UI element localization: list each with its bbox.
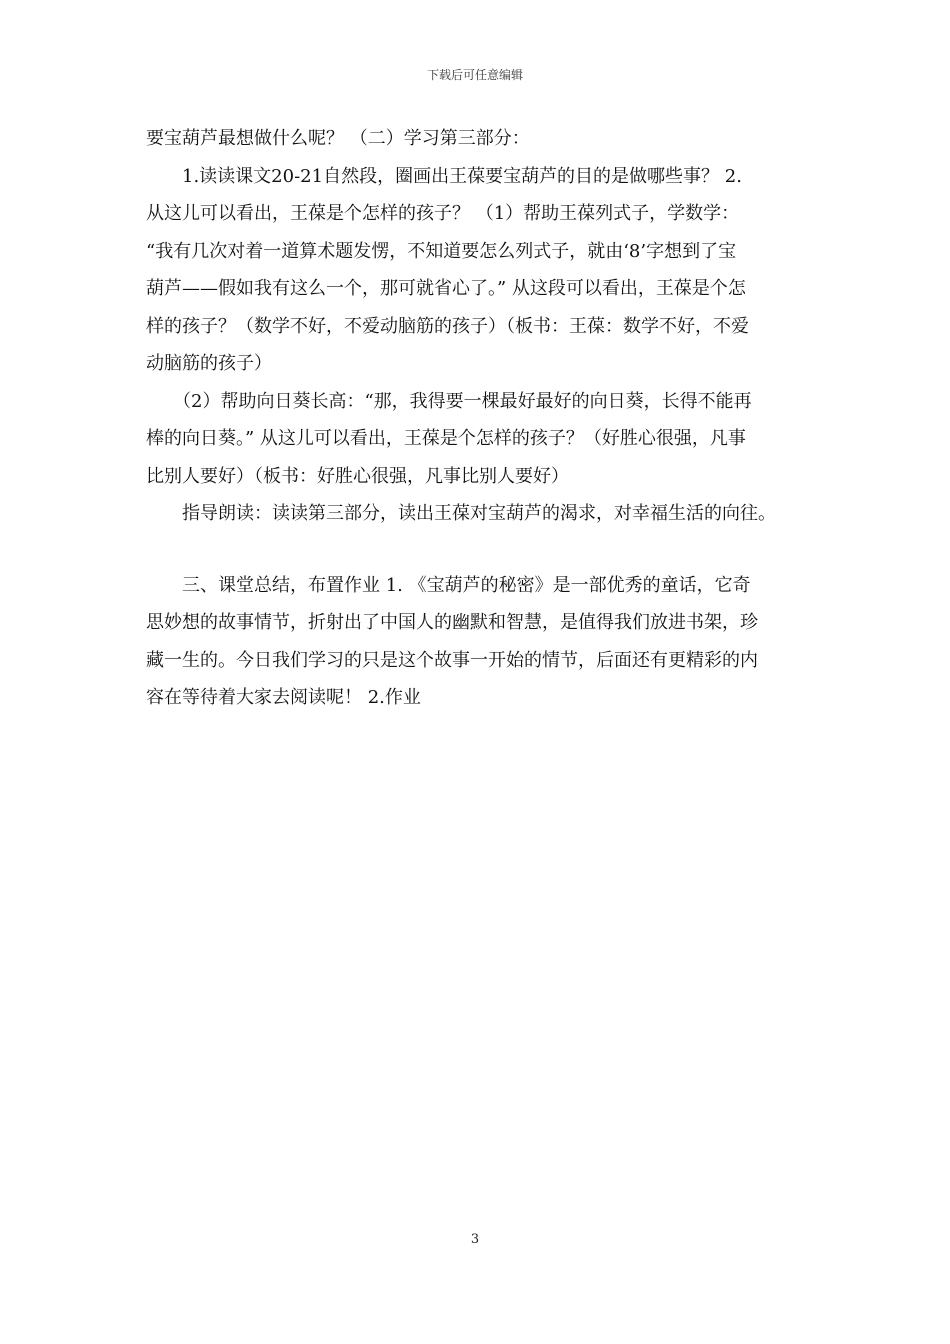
text-line: 葫芦——假如我有这么一个，那可就省心了。” 从这段可以看出，王葆是个怎: [146, 278, 746, 299]
text-line: 样的孩子？（数学不好，不爱动脑筋的孩子）（板书：王葆：数学不好，不爱: [146, 315, 749, 337]
page-header: 下载后可任意编辑: [426, 68, 523, 82]
text-line: 藏一生的。今日我们学习的只是这个故事一开始的情节，后面还有更精彩的内: [146, 649, 758, 671]
text-line: 动脑筋的孩子）: [146, 353, 272, 374]
document-body: [146, 120, 814, 717]
text-line: 容在等待着大家去阅读呢！ 2.作业: [146, 687, 421, 708]
paragraph-gap: [146, 533, 814, 567]
text-line: 三、课堂总结，布置作业 1. 《宝葫芦的秘密》是一部优秀的童话，它奇: [146, 574, 751, 596]
text-line: 要宝葫芦最想做什么呢？ （二）学习第三部分：: [146, 128, 530, 149]
text-line: （2）帮助向日葵长高：“那，我得要一棵最好最好的向日葵，长得不能再: [146, 390, 752, 412]
text-line: 从这儿可以看出，王葆是个怎样的孩子？ （1）帮助王葆列式子，学数学：: [146, 203, 740, 224]
text-line: 棒的向日葵。” 从这儿可以看出，王葆是个怎样的孩子？（好胜心很强，凡事: [146, 428, 746, 449]
page-number: 3: [470, 1232, 480, 1247]
text-line: 指导朗读：读读第三部分，读出王葆对宝葫芦的渴求，对幸福生活的向往。: [146, 503, 776, 524]
text-line: 思妙想的故事情节，折射出了中国人的幽默和智慧，是值得我们放进书架，珍: [146, 612, 758, 633]
text-line: 1.读读课文20-21自然段，圈画出王葆要宝葫芦的目的是做哪些事？ 2.: [146, 165, 742, 187]
text-line: “我有几次对着一道算术题发愣，不知道要怎么列式子，就由‘8’字想到了宝: [146, 240, 737, 262]
text-line: 比别人要好）（板书：好胜心很强，凡事比别人要好）: [146, 465, 569, 487]
